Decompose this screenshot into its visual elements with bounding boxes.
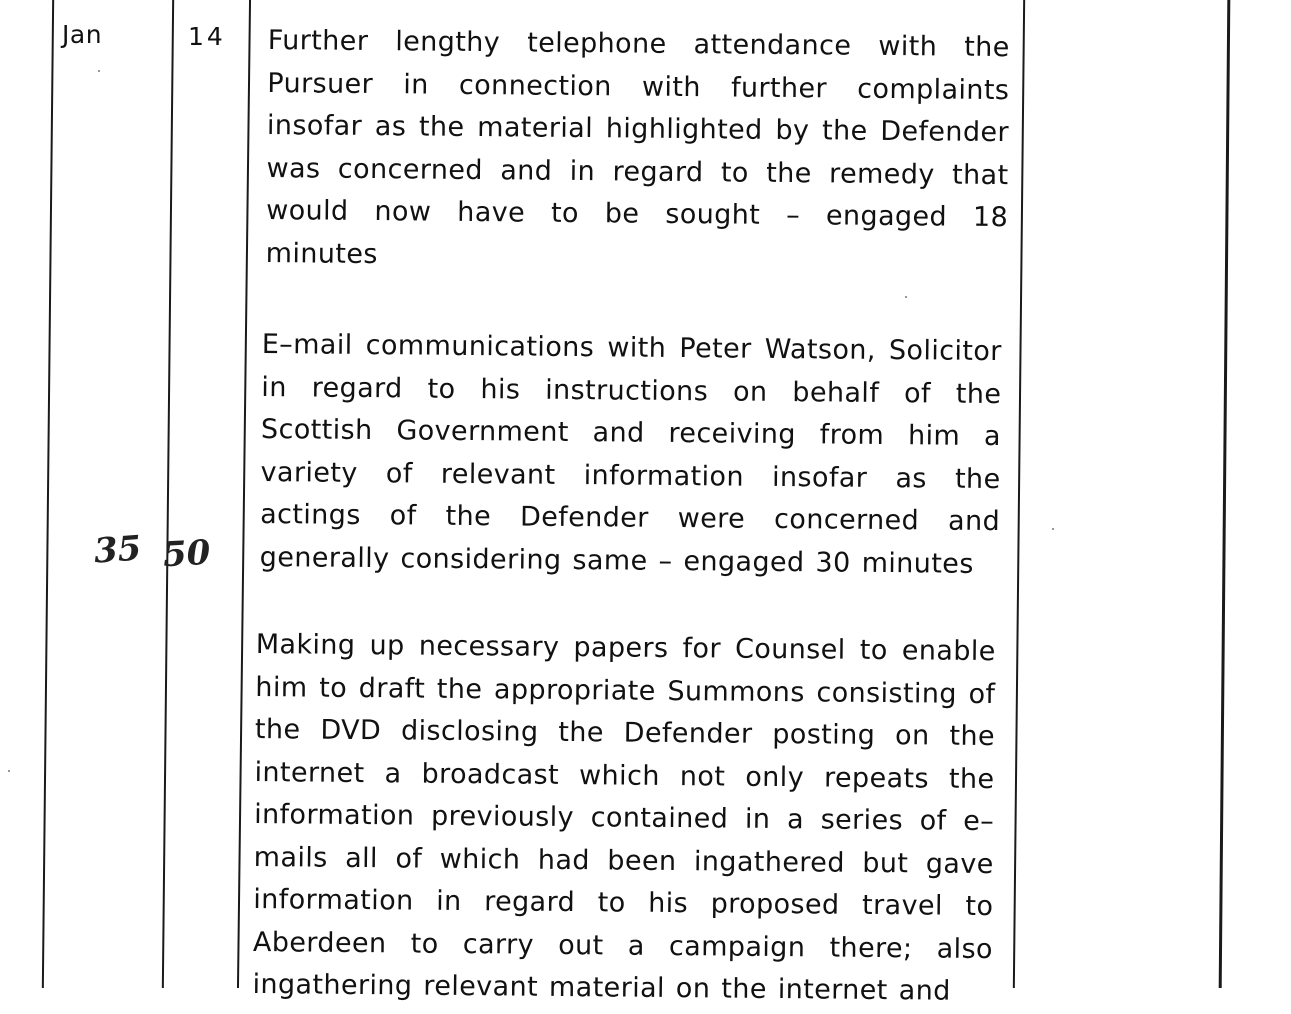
narrative-entry: Making up necessary papers for Counsel to enable him to draft the appropriate Summons consisting of the DVD disclosing the Defender posting on the internet a broadcast which not only repeats the information previously contained in a series of e–mails all of which had been ingathered but gave information in regard to his proposed travel to Aberdeen to carry out a campaign there; also ingathering relevant material on the internet and <box>252 628 996 1007</box>
scan-speck <box>8 770 10 772</box>
narrative-entry: Further lengthy telephone attendance with the Pursuer in connection with further complaints insofar as the material highlighted by the Defender was concerned and in regard to the remedy that would now have to be sought – engaged 18 minutes <box>265 24 1010 270</box>
handwritten-figure-right: 50 <box>161 532 212 576</box>
handwritten-figure-left: 35 <box>92 528 143 572</box>
column-rule-day-description <box>237 0 251 988</box>
column-rule-month-day <box>162 0 174 988</box>
scan-speck <box>905 296 907 298</box>
scan-speck <box>1052 528 1054 530</box>
narrative-entry: E–mail communications with Peter Watson, Solicitor in regard to his instructions on behalf of the Scottish Government and receiving from him a variety of relevant information insofar as the actings of the Defender were concerned and generally considering same – engaged 30 minutes <box>259 328 1002 580</box>
entry-month: Jan <box>62 20 103 49</box>
entry-day: 14 <box>188 22 226 51</box>
scan-speck <box>98 70 100 72</box>
column-rule-description-amount <box>1013 0 1025 988</box>
column-rule-right <box>1219 0 1231 988</box>
column-rule-left <box>42 0 54 988</box>
